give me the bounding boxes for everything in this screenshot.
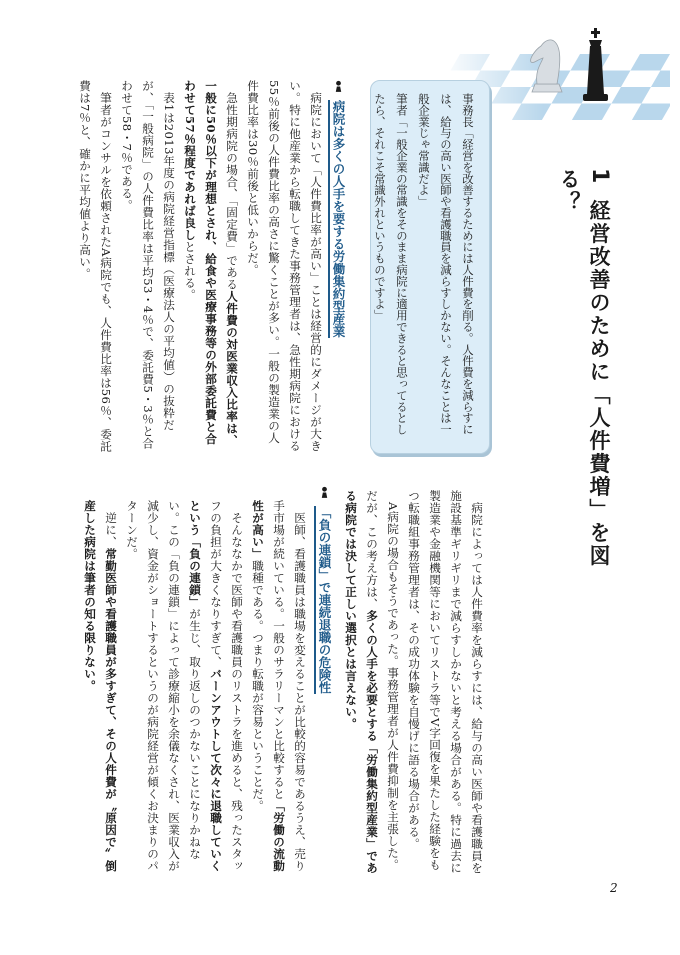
dialogue-text bbox=[369, 93, 479, 443]
dialogue-box bbox=[370, 80, 490, 454]
section-2-paragraph-3: 逆に、常勤医師や看護職員が多すぎて、その人件費が〝原因で〟倒産した病院は筆者の知る限りない。 bbox=[83, 500, 118, 872]
chapter-title bbox=[554, 168, 614, 588]
section-2-column bbox=[76, 500, 310, 880]
dialogue-line-2: 筆者「一般企業の常識をそのまま病院に適用できると思ってるとしたら、それこそ常識外れというものですよ」 bbox=[373, 93, 409, 435]
section-2-paragraph-1: 医師、看護職員は職場を変えることが比較的容易であるうえ、売り手市場が続いている。一般のサラリーマンと比較すると「労働の流動性が高い」職種である。つまり転職が容易ということだ。 bbox=[251, 500, 307, 872]
section-1-paragraph-2: 急性期病院の場合、「固定費」である人件費の対医業収入比率は、一般に50％以下が理想とされ、給食や医療事務等の外部委託費と合わせて57％程度であれば良しとされる。 bbox=[183, 80, 239, 446]
section-1-column bbox=[76, 80, 326, 452]
chapter-number: 1 bbox=[587, 168, 612, 186]
intro-emphasis: 多くの人手を必要とする「労働集約型産業」である病院では決して正しい選択とは言えない。 bbox=[344, 490, 379, 874]
chess-pawn-icon bbox=[332, 80, 345, 93]
section-2-paragraph-2: そんななかで医師や看護職員のリストラを進めると、残ったスタッフの負担が大きくなりすぎて、バーンアウトして次々に退職していくという「負の連鎖」が生じ、取り返しのつかないことになりかねない。この「負の連鎖」によって診療縮小を余儀なくされ、医業収入が減少し、資金がショートするというのが病院経営が傾くお決まりのパターンだ。 bbox=[125, 500, 244, 872]
intro-column bbox=[340, 490, 487, 880]
dialogue-line-1: 事務長「経営を改善するためには人件費を削る。人件費を減らすには、給与の高い医師や看護職員を減らすしかない。そんなことは一般企業じゃ常識だよ」 bbox=[417, 93, 475, 435]
intro-paragraph-2: A病院の場合もそうであった。事務管理者が人件費抑制を主張した。だが、この考え方は、多くの人手を必要とする「労働集約型産業」である病院では決して正しい選択とは言えない。 bbox=[344, 490, 400, 874]
intro-paragraph-1: 病院によっては人件費率を減らすには、給与の高い医師や看護職員を施設基準ギリギリまで減らすしかないと考える場合がある。特に過去に製造業や金融機関等においてリストラ等でV字回復を果たした経験をもつ転職組事務管理者は、その成功体験を自慢げに語る場合がある。 bbox=[407, 490, 484, 874]
chess-pawn-icon bbox=[318, 486, 331, 499]
section-1-paragraph-1: 病院において「人件費比率が高い」ことは経営的にダメージが大きい。特に他産業から転職してきた事務管理者は、急性期病院における55％前後の人件費比率の高さに驚くことが多い。一般の製造業の人件費比率は30％前後と低いからだ。 bbox=[246, 80, 323, 452]
section-heading-1: 病院は多くの人手を要する労働集約型産業 bbox=[330, 80, 346, 338]
section-heading-2: 「負の連鎖」で連続退職の危険性 bbox=[316, 486, 332, 694]
page-number: 2 bbox=[610, 881, 618, 895]
chapter-title-text: 経営改善のために「人件費増」を図る？ bbox=[557, 168, 611, 568]
section-1-emphasis: 人件費の対医業収入比率は、一般に50％以下が理想とされ、給食や医療事務等の外部委託費と合わせて57％程度であれば良し bbox=[183, 80, 239, 446]
section-1-paragraph-4: 筆者がコンサルを依頼されたA病院でも、人件費比率は56％、委託費は7％と、確かに平均値より高い。 bbox=[78, 80, 113, 452]
section-1-paragraph-3: 表1は2013年度の病院経営指標（医療法人の平均値）の抜粋だが、「一般病院」の人件費比率は平均53・4％で、委託費5・3％と合わせて58・7％である。 bbox=[120, 80, 176, 450]
